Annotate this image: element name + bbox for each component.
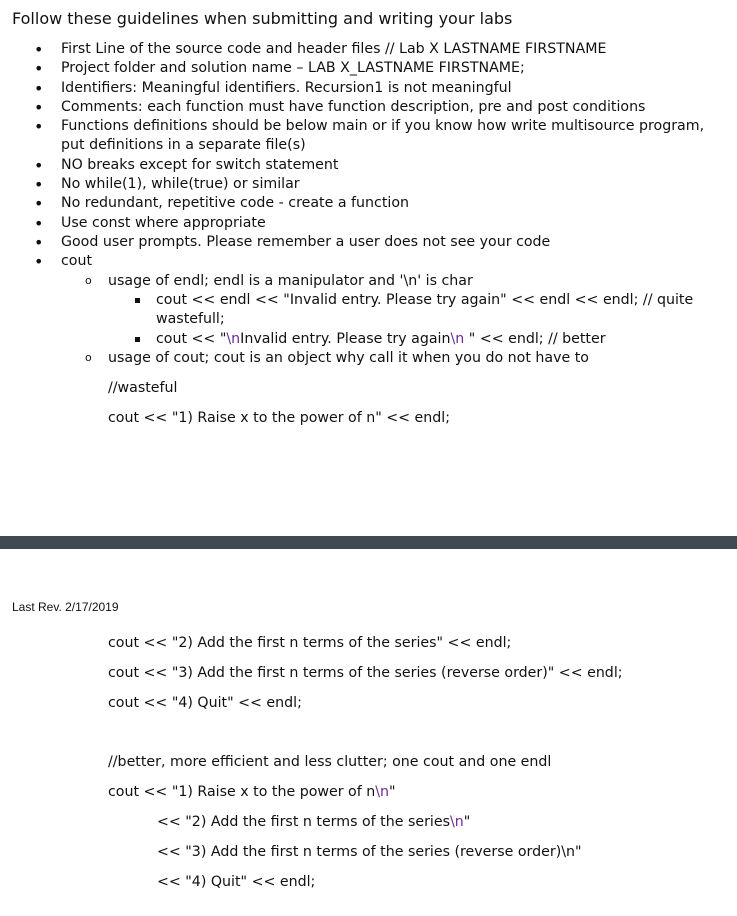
list-item: • Identifiers: Meaningful identifiers. Recursion1 is not meaningful <box>0 79 737 98</box>
list-item: • No while(1), while(true) or similar <box>0 175 737 194</box>
list-item: • Comments: each function must have function description, pre and post conditions <box>0 98 737 117</box>
sub-item-better: cout << "\nInvalid entry. Please try again\n " << endl; // better <box>156 331 606 347</box>
code-line: cout << "2) Add the first n terms of the series" << endl; <box>108 635 512 651</box>
list-item: • Use const where appropriate <box>0 214 737 233</box>
list-item: • No redundant, repetitive code - create a function <box>0 194 737 213</box>
code-line: << "2) Add the first n terms of the series\n" <box>157 814 471 830</box>
code-line: cout << "4) Quit" << endl; <box>108 695 302 711</box>
sub-item-wasteful-line2: wastefull; <box>156 311 225 327</box>
list-item: • Project folder and solution name – LAB X_LASTNAME FIRSTNAME; <box>0 59 737 78</box>
sub-item-endl: usage of endl; endl is a manipulator and '\n' is char <box>108 273 473 289</box>
circle-bullet-icon: o <box>85 274 92 287</box>
sub-item-cout: usage of cout; cout is an object why call it when you do not have to <box>108 350 589 366</box>
list-item: • Good user prompts. Please remember a user does not see your code <box>0 233 737 252</box>
page-divider <box>0 536 737 549</box>
code-line: cout << "1) Raise x to the power of n" << endl; <box>108 410 450 426</box>
square-bullet-icon <box>135 298 140 303</box>
comment-wasteful: //wasteful <box>108 380 178 396</box>
list-item: • First Line of the source code and header files // Lab X LASTNAME FIRSTNAME <box>0 40 737 59</box>
list-item: • cout <box>0 252 737 271</box>
page-title: Follow these guidelines when submitting and writing your labs <box>12 9 513 28</box>
comment-better: //better, more efficient and less clutter; one cout and one endl <box>108 754 552 770</box>
square-bullet-icon <box>135 337 140 342</box>
revision-label: Last Rev. 2/17/2019 <box>12 600 119 614</box>
code-line: cout << "3) Add the first n terms of the series (reverse order)" << endl; <box>108 665 623 681</box>
code-line: << "3) Add the first n terms of the series (reverse order)\n" <box>157 844 582 860</box>
sub-item-wasteful-line1: cout << endl << "Invalid entry. Please try again" << endl << endl; // quite <box>156 292 694 308</box>
circle-bullet-icon: o <box>85 351 92 364</box>
list-item: • NO breaks except for switch statement <box>0 156 737 175</box>
list-item: • Functions definitions should be below main or if you know how write multisource program, put definitions in a separate file(s) <box>0 117 737 156</box>
code-line: << "4) Quit" << endl; <box>157 874 316 890</box>
code-line: cout << "1) Raise x to the power of n\n" <box>108 784 396 800</box>
guidelines-list <box>0 40 737 272</box>
